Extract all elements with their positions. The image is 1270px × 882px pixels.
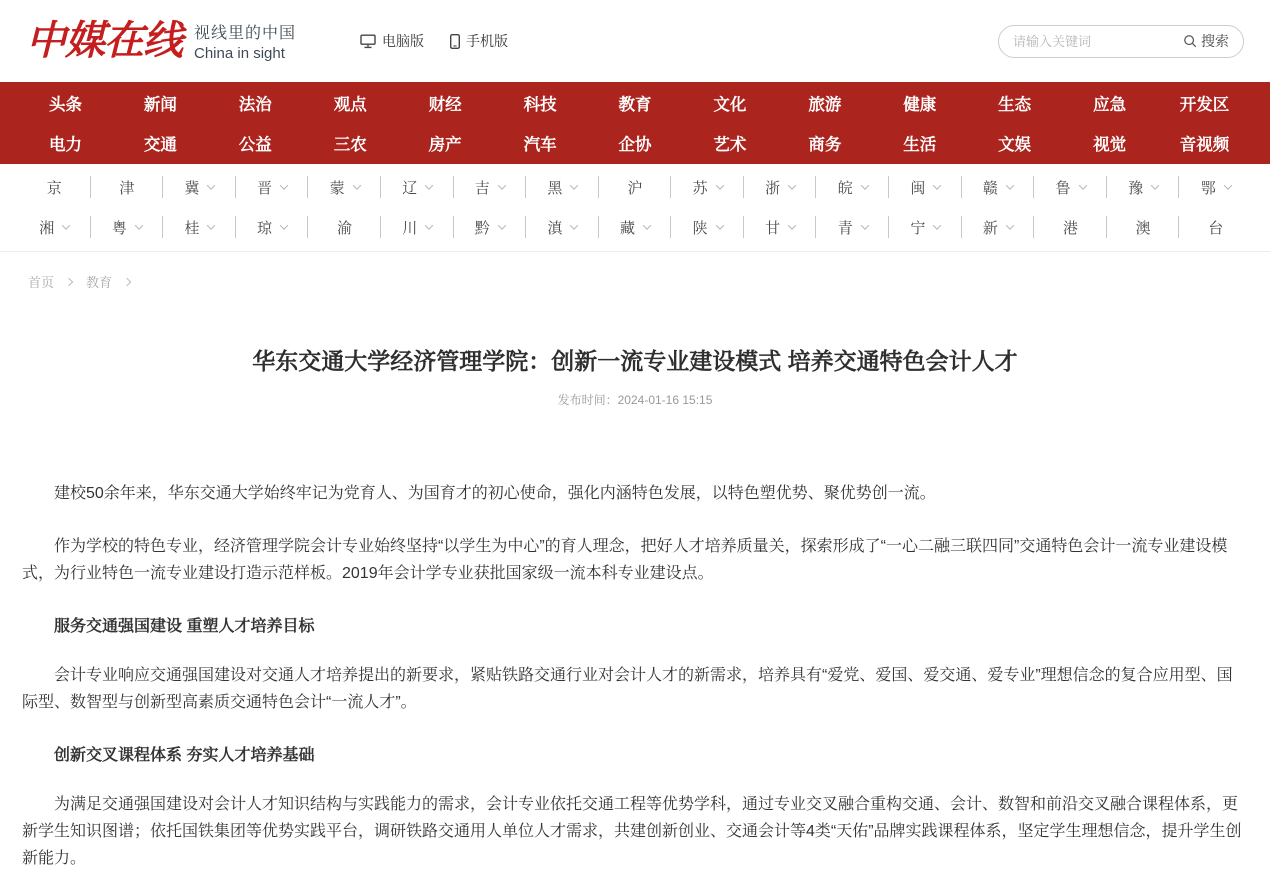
region-item[interactable]: 宁 (889, 207, 962, 247)
version-switcher (360, 31, 508, 51)
chevron-down-icon (788, 221, 796, 229)
nav-item[interactable]: 开发区 (1179, 96, 1230, 114)
nav-item[interactable]: 企协 (618, 136, 652, 154)
region-item[interactable]: 冀 (163, 167, 236, 207)
nav-item[interactable]: 汽车 (523, 136, 557, 154)
region-item[interactable]: 台 (1208, 219, 1224, 237)
region-item[interactable]: 甘 (744, 207, 817, 247)
region-item[interactable]: 琼 (236, 207, 309, 247)
region-item[interactable]: 青 (816, 207, 889, 247)
monitor-icon (360, 34, 376, 49)
search-button[interactable] (1183, 31, 1229, 51)
main-nav-row-2 (18, 123, 1252, 163)
chevron-down-icon (861, 221, 869, 229)
chevron-down-icon (352, 181, 360, 189)
nav-item[interactable]: 文化 (713, 96, 747, 114)
chevron-down-icon (715, 181, 723, 189)
nav-item[interactable]: 视觉 (1093, 136, 1127, 154)
nav-item[interactable]: 文娱 (998, 136, 1032, 154)
nav-item[interactable]: 房产 (428, 136, 462, 154)
nav-item[interactable]: 生活 (903, 136, 937, 154)
nav-item[interactable]: 法治 (238, 96, 272, 114)
chevron-down-icon (62, 221, 70, 229)
region-item[interactable]: 蒙 (308, 167, 381, 207)
nav-item[interactable]: 商务 (808, 136, 842, 154)
nav-item[interactable]: 三农 (333, 136, 367, 154)
nav-item[interactable]: 教育 (618, 96, 652, 114)
article-paragraph: 建校50余年来，华东交通大学始终牢记为党育人、为国育才的初心使命，强化内涵特色发展，以特色塑优势、聚优势创一流。 (54, 485, 936, 502)
logo-tagline (194, 20, 296, 62)
chevron-down-icon (280, 221, 288, 229)
region-item[interactable]: 澳 (1107, 207, 1180, 247)
pc-version-label: 电脑版 (382, 33, 425, 49)
region-nav-row-2 (18, 207, 1252, 247)
article-body (22, 480, 1248, 872)
article-title: 华东交通大学经济管理学院：创新一流专业建设模式 培养交通特色会计人才 (252, 348, 1018, 374)
chevron-down-icon (933, 181, 941, 189)
region-item[interactable]: 沪 (599, 167, 672, 207)
publish-time: 发布时间：2024-01-16 15:15 (557, 393, 713, 407)
region-item[interactable]: 赣 (962, 167, 1035, 207)
breadcrumb-item[interactable]: 首页 (28, 272, 86, 291)
search-icon (1183, 34, 1197, 48)
article-subheading: 服务交通强国建设 重塑人才培养目标 (54, 618, 315, 635)
chevron-right-icon (123, 277, 131, 285)
article-subheading: 创新交叉课程体系 夯实人才培养基础 (54, 747, 315, 764)
region-item[interactable]: 粤 (91, 207, 164, 247)
chevron-down-icon (498, 181, 506, 189)
article-paragraph: 会计专业响应交通强国建设对交通人才培养提出的新要求，紧贴铁路交通行业对会计人才的新需求，培养具有“爱党、爱国、爱交通、爱专业”理想信念的复合应用型、国际型、数智型与创新型高素质交通特色会计“一流人才”。 (22, 667, 1233, 711)
site-logo[interactable] (26, 17, 297, 64)
nav-item[interactable]: 音视频 (1179, 136, 1230, 154)
chevron-down-icon (1078, 181, 1086, 189)
chevron-down-icon (425, 221, 433, 229)
region-item[interactable]: 桂 (163, 207, 236, 247)
nav-item[interactable]: 生态 (998, 96, 1032, 114)
mobile-version-label: 手机版 (466, 33, 509, 49)
main-nav-row-1 (18, 83, 1252, 123)
region-item[interactable]: 黔 (454, 207, 527, 247)
chevron-down-icon (1006, 181, 1014, 189)
pc-version-button[interactable] (360, 31, 424, 51)
region-item[interactable]: 津 (91, 167, 164, 207)
chevron-down-icon (715, 221, 723, 229)
region-item[interactable]: 晋 (236, 167, 309, 207)
region-item[interactable]: 港 (1034, 207, 1107, 247)
nav-item[interactable]: 应急 (1093, 96, 1127, 114)
region-item[interactable]: 渝 (308, 207, 381, 247)
article-paragraph: 为满足交通强国建设对会计人才知识结构与实践能力的需求，会计专业依托交通工程等优势学科，通过专业交叉融合重构交通、会计、数智和前沿交叉融合课程体系，更新学生知识图谱；依托国铁集团等优势实践平台，调研铁路交通用人单位人才需求，共建创新创业、交通会计等4类“天佑”品牌实践课程体系，坚定学生理想信念，提升学生创新能力。 (22, 796, 1242, 867)
nav-item[interactable]: 科技 (523, 96, 557, 114)
chevron-down-icon (933, 221, 941, 229)
chevron-down-icon (1223, 181, 1231, 189)
region-item[interactable]: 湘 (18, 207, 91, 247)
tagline-cn: 视线里的中国 (194, 25, 297, 42)
chevron-down-icon (207, 221, 215, 229)
article (0, 343, 1270, 872)
tagline-en: China in sight (194, 45, 285, 62)
chevron-down-icon (643, 221, 651, 229)
nav-item[interactable]: 旅游 (808, 96, 842, 114)
region-item[interactable]: 豫 (1107, 167, 1180, 207)
chevron-down-icon (861, 181, 869, 189)
nav-item[interactable]: 健康 (903, 96, 937, 114)
nav-item[interactable]: 艺术 (713, 136, 747, 154)
chevron-down-icon (1151, 181, 1159, 189)
region-item[interactable]: 黑 (526, 167, 599, 207)
region-item[interactable]: 苏 (671, 167, 744, 207)
nav-item[interactable]: 新闻 (143, 96, 177, 114)
chevron-down-icon (1006, 221, 1014, 229)
nav-item[interactable]: 观点 (333, 96, 367, 114)
main-nav (0, 82, 1270, 164)
chevron-down-icon (570, 221, 578, 229)
chevron-down-icon (498, 221, 506, 229)
search-button-label: 搜索 (1201, 33, 1229, 49)
chevron-right-icon (65, 277, 73, 285)
nav-item[interactable]: 公益 (238, 136, 272, 154)
chevron-down-icon (788, 181, 796, 189)
region-item[interactable]: 吉 (454, 167, 527, 207)
chevron-down-icon (570, 181, 578, 189)
nav-item[interactable]: 头条 (48, 96, 82, 114)
nav-item[interactable]: 交通 (143, 136, 177, 154)
region-item[interactable]: 新 (962, 207, 1035, 247)
region-item[interactable]: 滇 (526, 207, 599, 247)
nav-item[interactable]: 电力 (48, 136, 82, 154)
region-item[interactable]: 鲁 (1034, 167, 1107, 207)
region-item[interactable]: 藏 (599, 207, 672, 247)
chevron-down-icon (207, 181, 215, 189)
phone-icon (450, 34, 460, 49)
breadcrumb (0, 252, 1270, 291)
site-header (0, 0, 1270, 82)
region-nav (0, 164, 1270, 252)
chevron-down-icon (135, 221, 143, 229)
logo-text: 中媒在线 (26, 17, 182, 64)
article-paragraph: 作为学校的特色专业，经济管理学院会计专业始终坚持“以学生为中心”的育人理念，把好人才培养质量关，探索形成了“一心二融三联四同”交通特色会计一流专业建设模式，为行业特色一流专业建设打造示范样板。2019年会计学专业获批国家级一流本科专业建设点。 (22, 538, 1228, 582)
chevron-down-icon (425, 181, 433, 189)
breadcrumb-item[interactable]: 教育 (86, 272, 144, 291)
search-input[interactable] (1013, 34, 1183, 49)
region-item[interactable]: 闽 (889, 167, 962, 207)
region-item[interactable]: 辽 (381, 167, 454, 207)
region-item[interactable]: 皖 (816, 167, 889, 207)
region-item[interactable]: 陕 (671, 207, 744, 247)
region-item[interactable]: 川 (381, 207, 454, 247)
chevron-down-icon (280, 181, 288, 189)
region-item[interactable]: 浙 (744, 167, 817, 207)
region-item[interactable]: 京 (18, 167, 91, 207)
search-box (998, 25, 1244, 58)
region-nav-row-1 (18, 167, 1252, 207)
nav-item[interactable]: 财经 (428, 96, 462, 114)
mobile-version-button[interactable] (450, 31, 508, 51)
region-item[interactable]: 鄂 (1179, 167, 1252, 207)
